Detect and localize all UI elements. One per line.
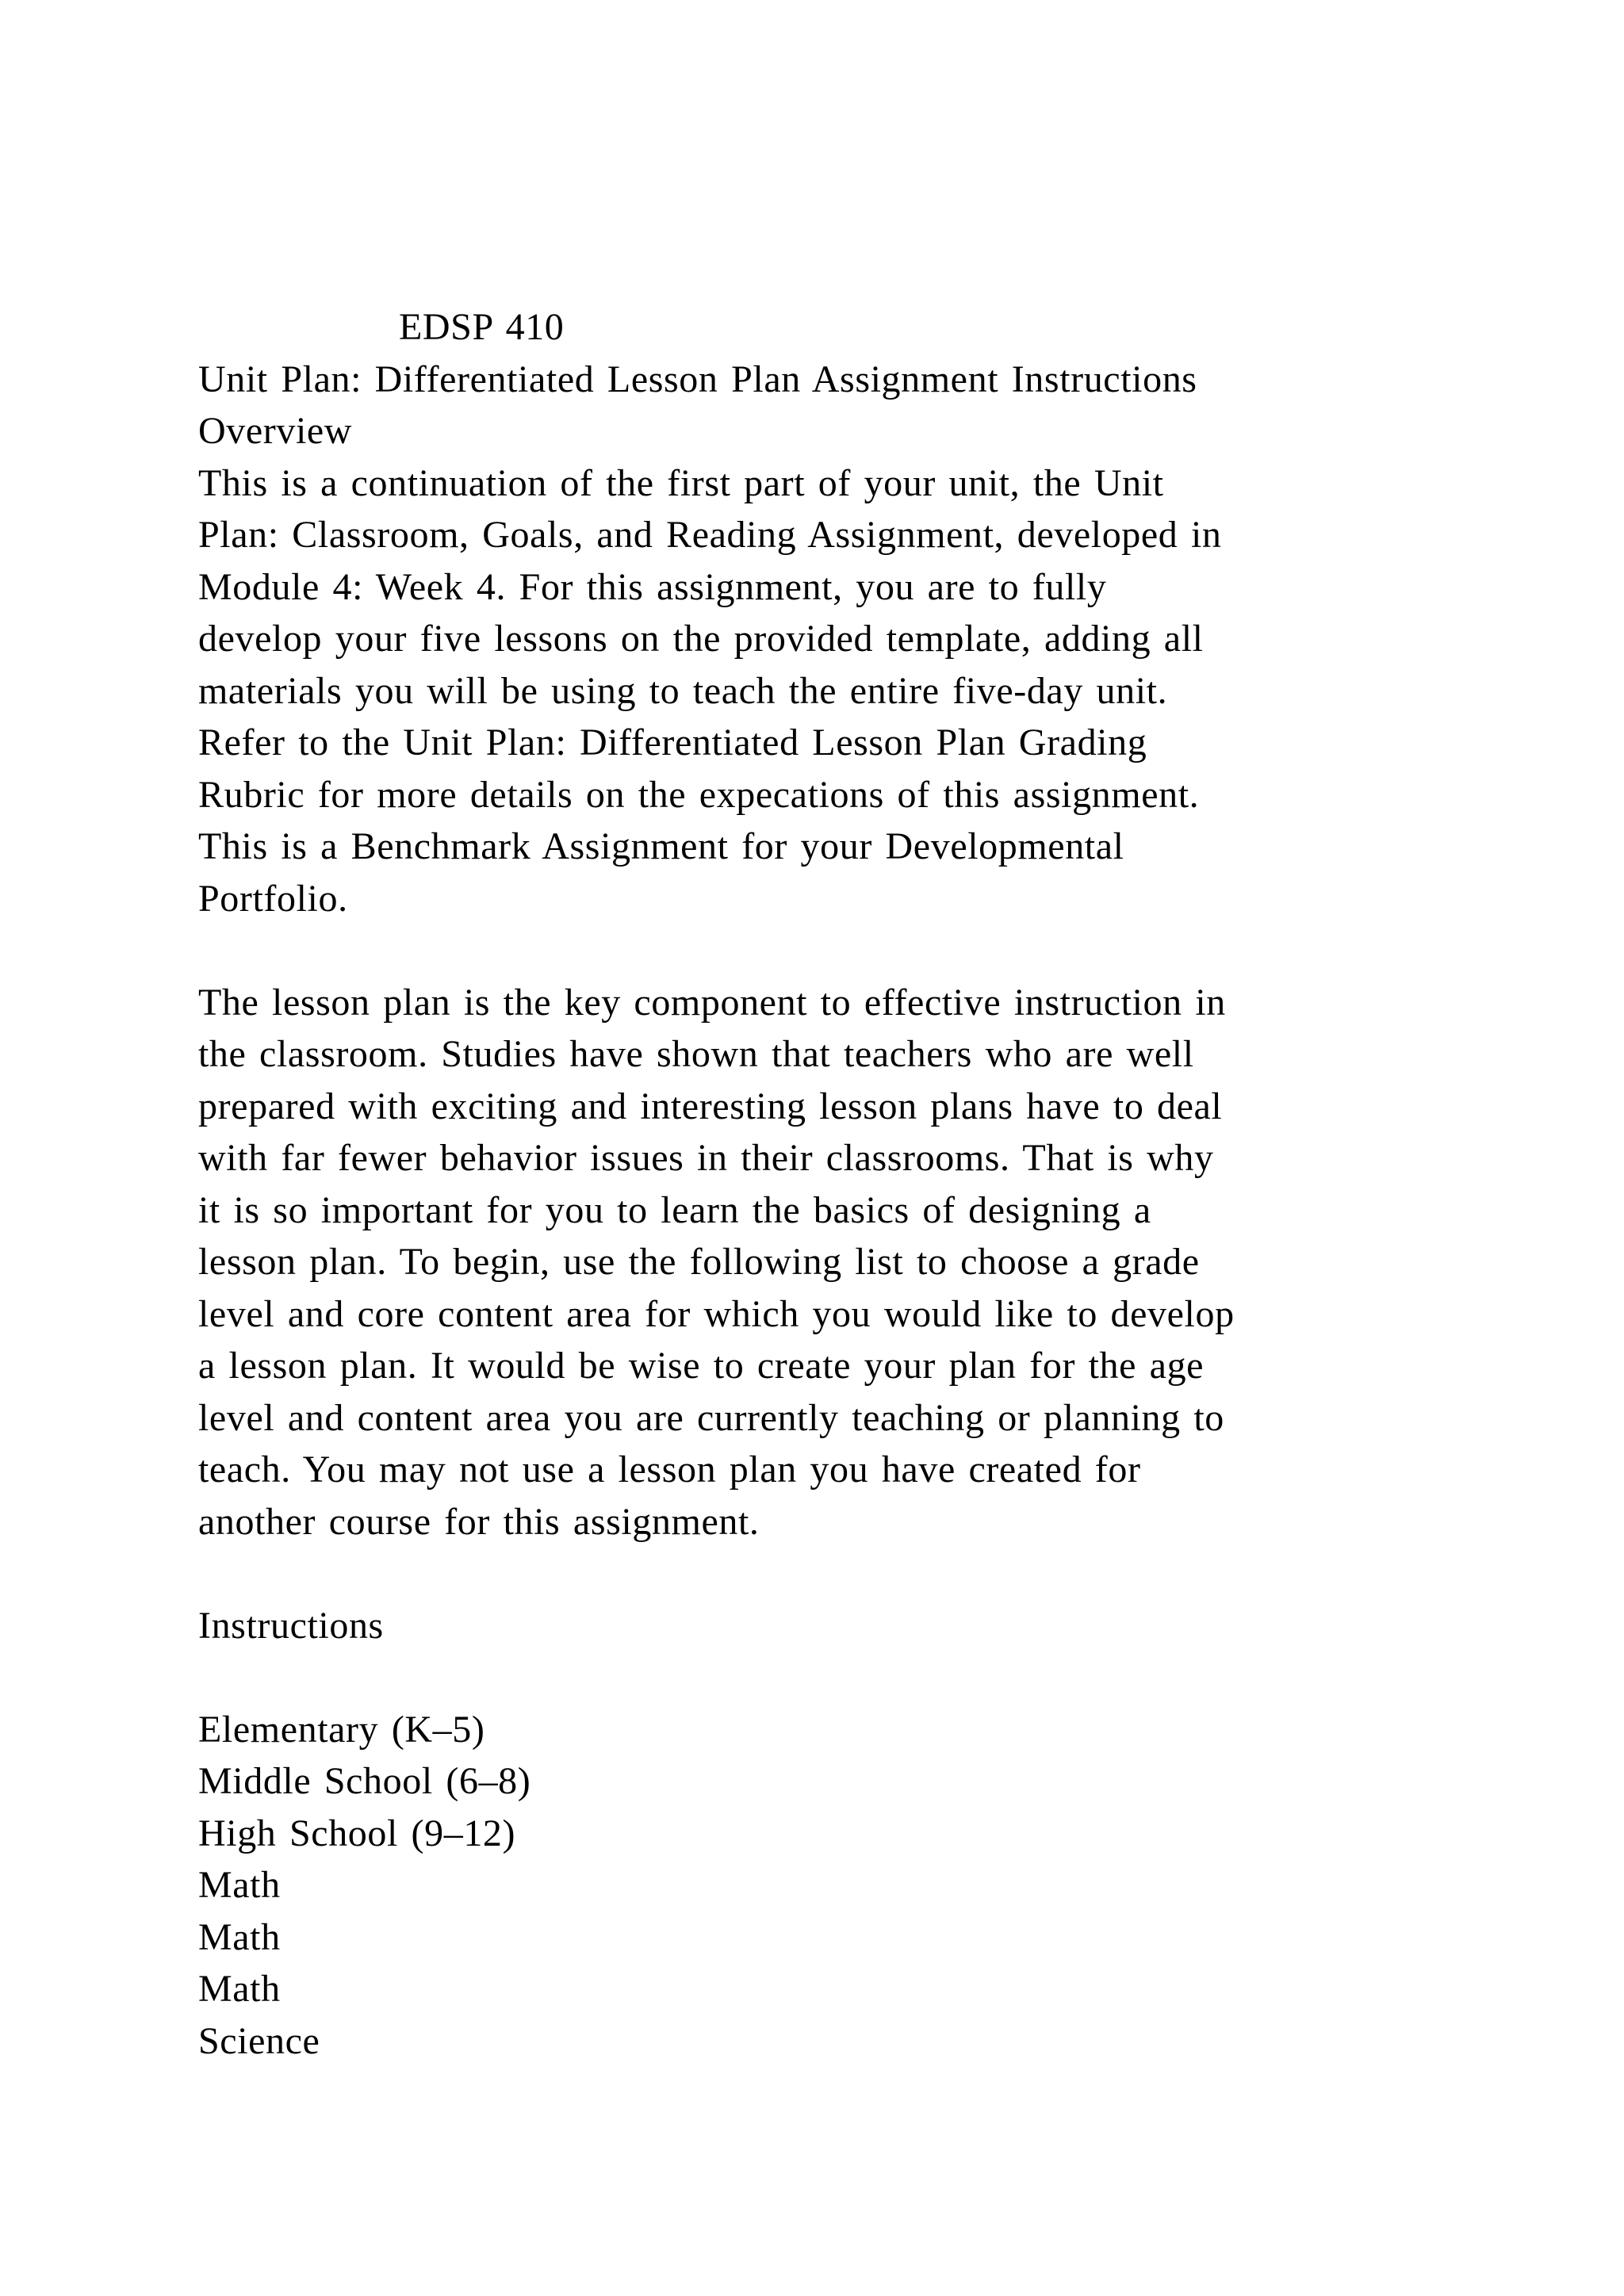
list-item: High School (9–12) [198, 1812, 516, 1854]
paragraph-line: the classroom. Studies have shown that teachers who are well [198, 1033, 1194, 1075]
paragraph-line: Plan: Classroom, Goals, and Reading Assignment, developed in [198, 514, 1222, 556]
paragraph-line: lesson plan. To begin, use the following list to choose a grade [198, 1241, 1200, 1283]
paragraph-line: develop your five lessons on the provided template, adding all [198, 618, 1204, 660]
paragraph-line: it is so important for you to learn the basics of designing a [198, 1189, 1151, 1231]
document-title: Unit Plan: Differentiated Lesson Plan Assignment Instructions [198, 358, 1197, 400]
paragraph-line: level and core content area for which you would like to develop [198, 1293, 1235, 1335]
paragraph-line: The lesson plan is the key component to effective instruction in [198, 982, 1226, 1024]
paragraph-line: teach. You may not use a lesson plan you have created for [198, 1448, 1141, 1490]
paragraph-line: Module 4: Week 4. For this assignment, you are to fully [198, 566, 1107, 608]
paragraph-line: with far fewer behavior issues in their classrooms. That is why [198, 1137, 1214, 1179]
paragraph-line: prepared with exciting and interesting lesson plans have to deal [198, 1085, 1223, 1127]
paragraph-line: another course for this assignment. [198, 1501, 760, 1543]
list-item: Math [198, 1968, 281, 2010]
paragraph-line: materials you will be using to teach the entire five-day unit. [198, 670, 1168, 712]
paragraph-line: level and content area you are currently teaching or planning to [198, 1397, 1224, 1439]
list-item: Math [198, 1864, 281, 1906]
section-heading-instructions: Instructions [198, 1605, 384, 1647]
paragraph-line: This is a continuation of the first part of your unit, the Unit [198, 462, 1164, 504]
list-item: Science [198, 2020, 320, 2062]
list-item: Elementary (K–5) [198, 1709, 485, 1751]
list-item: Middle School (6–8) [198, 1760, 531, 1802]
paragraph-line: This is a Benchmark Assignment for your Developmental [198, 825, 1124, 867]
list-item: Math [198, 1916, 281, 1958]
paragraph-line: a lesson plan. It would be wise to create your plan for the age [198, 1345, 1205, 1387]
section-heading-overview: Overview [198, 410, 353, 452]
paragraph-line: Refer to the Unit Plan: Differentiated Lesson Plan Grading [198, 721, 1147, 763]
course-code: EDSP 410 [399, 306, 565, 348]
paragraph-line: Rubric for more details on the expecations of this assignment. [198, 774, 1200, 816]
paragraph-line: Portfolio. [198, 878, 348, 920]
